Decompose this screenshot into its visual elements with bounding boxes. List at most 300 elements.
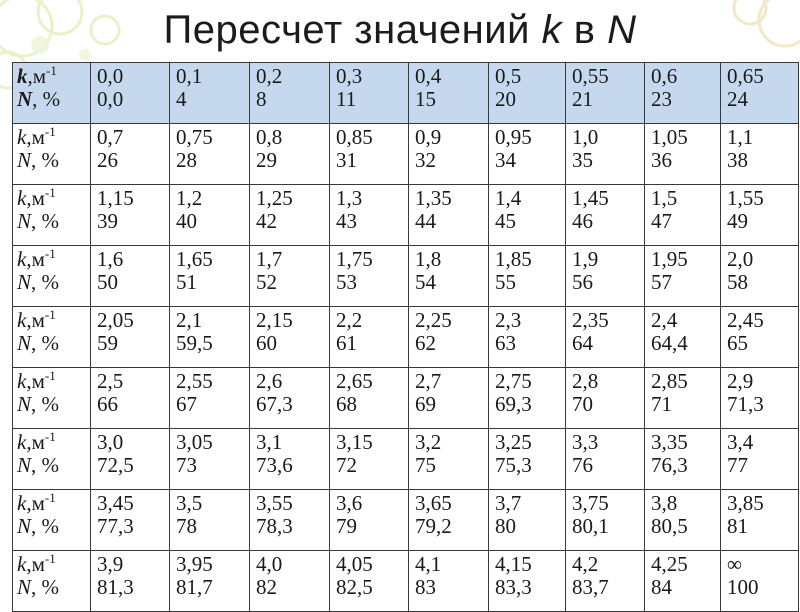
k-value: ∞ [727,552,742,576]
k-label-unit: ,м [27,64,47,88]
row-label-cell [13,124,91,185]
value-cell [645,246,721,307]
n-value: 78,3 [256,514,293,538]
value-cell [250,490,330,551]
title-k: k [541,8,563,52]
value-cell [330,124,409,185]
value-cell [250,124,330,185]
k-value: 4,2 [572,552,599,576]
n-value: 64,4 [651,331,688,355]
k-value: 0,3 [336,64,363,88]
value-cell [566,185,645,246]
k-value: 2,6 [256,369,283,393]
k-value: 2,7 [415,369,442,393]
value-cell [250,551,330,612]
value-cell [250,368,330,429]
value-cell [330,63,409,124]
n-label [17,271,90,294]
value-cell [566,307,645,368]
value-cell [489,246,566,307]
k-value: 4,15 [495,552,532,576]
table-row [13,124,799,185]
table-row [13,185,799,246]
value-cell [170,185,250,246]
n-value: 38 [727,148,748,172]
k-value: 3,05 [176,430,213,454]
value-cell [409,368,489,429]
table-row [13,307,799,368]
k-value: 1,15 [97,186,134,210]
n-value: 36 [651,148,672,172]
k-value: 3,55 [256,491,293,515]
k-value: 2,0 [727,247,754,271]
k-label-var: k [17,308,27,332]
k-value: 0,75 [176,125,213,149]
n-value: 34 [495,148,516,172]
n-label-var: N [17,148,32,172]
value-cell [409,551,489,612]
k-label-var: k [17,186,27,210]
k-value: 2,55 [176,369,213,393]
k-label-unit: ,м [26,125,45,149]
n-label-unit: , % [31,453,60,477]
k-value: 0,95 [495,125,532,149]
value-cell [91,185,170,246]
n-value: 73,6 [256,453,293,477]
k-label [17,187,90,210]
n-value: 81 [727,514,748,538]
value-cell [566,124,645,185]
value-cell [721,490,799,551]
k-value: 0,8 [256,125,283,149]
n-label-var: N [17,209,32,233]
n-value: 15 [415,87,436,111]
k-value: 1,55 [727,186,764,210]
value-cell [566,368,645,429]
n-value: 72,5 [97,453,134,477]
value-cell [566,63,645,124]
n-value: 4 [176,87,187,111]
value-cell [721,307,799,368]
k-value: 3,5 [176,491,203,515]
k-label-var: k [17,491,27,515]
n-value: 39 [97,209,118,233]
k-value: 1,95 [651,247,688,271]
n-value: 68 [336,392,357,416]
value-cell [566,551,645,612]
k-value: 2,35 [572,308,609,332]
n-value: 24 [727,87,748,111]
n-value: 77,3 [97,514,134,538]
k-value: 2,8 [572,369,599,393]
k-value: 1,3 [336,186,363,210]
n-value: 82 [256,575,277,599]
n-label [17,515,90,538]
n-value: 81,7 [176,575,213,599]
k-value: 2,5 [97,369,124,393]
k-label-exp: -1 [44,246,56,261]
k-value: 0,55 [572,64,609,88]
value-cell [250,429,330,490]
n-value: 0,0 [97,87,124,111]
value-cell [566,429,645,490]
value-cell [489,63,566,124]
value-cell [409,63,489,124]
n-value: 67,3 [256,392,293,416]
n-value: 52 [256,270,277,294]
value-cell [250,185,330,246]
k-value: 1,1 [727,125,754,149]
value-cell [489,307,566,368]
n-value: 77 [727,453,748,477]
value-cell [409,490,489,551]
k-value: 2,65 [336,369,373,393]
n-label [17,210,90,233]
value-cell [721,429,799,490]
n-value: 65 [727,331,748,355]
title-middle: в [573,8,596,52]
row-label-cell [13,185,91,246]
value-cell [566,246,645,307]
n-value: 60 [256,331,277,355]
n-label [17,88,90,111]
value-cell [721,124,799,185]
k-label-exp: -1 [44,429,56,444]
n-value: 8 [256,87,267,111]
k-value: 3,7 [495,491,522,515]
k-label [17,492,90,515]
k-value: 3,65 [415,491,452,515]
title-prefix: Пересчет значений [163,8,530,52]
k-value: 3,0 [97,430,124,454]
k-label-unit: ,м [26,491,45,515]
n-value: 44 [415,209,436,233]
n-value: 72 [336,453,357,477]
k-value: 4,1 [415,552,442,576]
k-label [17,553,90,576]
k-label-var: k [17,64,28,88]
n-value: 61 [336,331,357,355]
k-label-unit: ,м [26,247,45,271]
table-row [13,246,799,307]
k-value: 1,05 [651,125,688,149]
value-cell [645,185,721,246]
k-value: 0,85 [336,125,373,149]
value-cell [170,246,250,307]
n-value: 43 [336,209,357,233]
k-value: 2,15 [256,308,293,332]
table-row [13,429,799,490]
value-cell [409,429,489,490]
value-cell [250,63,330,124]
k-value: 0,6 [651,64,678,88]
row-label-cell [13,429,91,490]
value-cell [489,551,566,612]
n-value: 83 [415,575,436,599]
value-cell [489,429,566,490]
value-cell [250,307,330,368]
n-value: 100 [727,575,759,599]
k-value: 3,85 [727,491,764,515]
k-value: 3,95 [176,552,213,576]
n-value: 66 [97,392,118,416]
n-value: 51 [176,270,197,294]
k-label-exp: -1 [44,307,56,322]
k-value: 4,0 [256,552,283,576]
k-value: 3,6 [336,491,363,515]
n-value: 76,3 [651,453,688,477]
k-label-exp: -1 [44,185,56,200]
n-label-unit: , % [31,392,60,416]
value-cell [566,490,645,551]
k-value: 3,15 [336,430,373,454]
n-value: 28 [176,148,197,172]
k-value: 1,75 [336,247,373,271]
n-label-var: N [17,331,32,355]
k-value: 2,75 [495,369,532,393]
n-value: 84 [651,575,672,599]
k-value: 1,65 [176,247,213,271]
row-label-cell [13,551,91,612]
n-value: 80 [495,514,516,538]
n-value: 45 [495,209,516,233]
n-value: 75 [415,453,436,477]
n-value: 56 [572,270,593,294]
row-label-cell [13,368,91,429]
n-label-var: N [17,392,32,416]
k-value: 0,1 [176,64,203,88]
n-value: 11 [336,87,357,111]
n-value: 71,3 [727,392,764,416]
k-label-unit: ,м [26,552,45,576]
k-value: 1,6 [97,247,124,271]
k-value: 0,4 [415,64,442,88]
n-label-unit: , % [31,575,60,599]
value-cell [645,368,721,429]
n-label-var: N [17,453,32,477]
k-label-exp: -1 [44,124,56,139]
n-value: 49 [727,209,748,233]
k-label [17,248,90,271]
n-value: 26 [97,148,118,172]
n-value: 69 [415,392,436,416]
n-label-unit: , % [31,209,60,233]
n-value: 83,3 [495,575,532,599]
title-n: N [607,8,637,52]
k-value: 2,3 [495,308,522,332]
k-value: 0,65 [727,64,764,88]
value-cell [91,368,170,429]
value-cell [489,368,566,429]
value-cell [721,185,799,246]
value-cell [170,63,250,124]
k-value: 2,1 [176,308,203,332]
k-value: 1,0 [572,125,599,149]
k-value: 3,9 [97,552,124,576]
k-value: 3,25 [495,430,532,454]
k-value: 1,35 [415,186,452,210]
k-value: 0,0 [97,64,124,88]
value-cell [645,124,721,185]
n-value: 46 [572,209,593,233]
k-label-exp: -1 [44,368,56,383]
k-label-unit: ,м [26,186,45,210]
k-value: 3,1 [256,430,283,454]
k-label-exp: -1 [46,63,57,78]
k-value: 2,05 [97,308,134,332]
n-label-unit: , % [32,87,61,111]
n-value: 70 [572,392,593,416]
n-value: 32 [415,148,436,172]
value-cell [91,124,170,185]
n-label-var: N [17,575,32,599]
value-cell [91,63,170,124]
value-cell [645,307,721,368]
n-label-unit: , % [31,148,60,172]
value-cell [721,551,799,612]
k-value: 3,75 [572,491,609,515]
value-cell [409,307,489,368]
n-value: 83,7 [572,575,609,599]
n-value: 40 [176,209,197,233]
value-cell [645,551,721,612]
value-cell [409,246,489,307]
k-value: 2,45 [727,308,764,332]
n-label-var: N [17,270,32,294]
k-value: 0,7 [97,125,124,149]
value-cell [330,429,409,490]
value-cell [91,246,170,307]
n-label-unit: , % [31,331,60,355]
value-cell [170,124,250,185]
n-value: 78 [176,514,197,538]
n-value: 35 [572,148,593,172]
k-value: 2,85 [651,369,688,393]
n-label [17,332,90,355]
n-value: 76 [572,453,593,477]
n-value: 21 [572,87,593,111]
k-value: 0,5 [495,64,522,88]
value-cell [91,429,170,490]
k-value: 3,8 [651,491,678,515]
k-value: 2,2 [336,308,363,332]
n-label-unit: , % [31,514,60,538]
k-value: 1,25 [256,186,293,210]
n-value: 63 [495,331,516,355]
conversion-table [12,62,799,612]
k-label-exp: -1 [44,551,56,566]
table-row [13,551,799,612]
n-value: 42 [256,209,277,233]
n-value: 23 [651,87,672,111]
k-value: 1,4 [495,186,522,210]
k-label-var: k [17,247,27,271]
row-label-cell [13,490,91,551]
row-label-cell [13,307,91,368]
n-value: 58 [727,270,748,294]
value-cell [721,368,799,429]
k-label [17,370,90,393]
page-title [0,8,800,53]
value-cell [409,124,489,185]
k-label [17,431,90,454]
n-value: 79 [336,514,357,538]
k-value: 2,9 [727,369,754,393]
n-value: 79,2 [415,514,452,538]
n-label [17,454,90,477]
k-value: 1,8 [415,247,442,271]
k-label-unit: ,м [26,369,45,393]
k-value: 3,2 [415,430,442,454]
k-value: 0,9 [415,125,442,149]
k-value: 1,5 [651,186,678,210]
value-cell [330,307,409,368]
n-value: 47 [651,209,672,233]
value-cell [330,368,409,429]
k-label [17,126,90,149]
table-row [13,368,799,429]
n-value: 80,1 [572,514,609,538]
n-value: 67 [176,392,197,416]
n-value: 55 [495,270,516,294]
value-cell [645,429,721,490]
k-value: 1,9 [572,247,599,271]
value-cell [250,246,330,307]
k-value: 0,2 [256,64,283,88]
k-label-exp: -1 [44,490,56,505]
value-cell [170,307,250,368]
n-value: 54 [415,270,436,294]
k-label-unit: ,м [26,308,45,332]
n-value: 57 [651,270,672,294]
n-label [17,576,90,599]
k-value: 3,3 [572,430,599,454]
k-value: 4,05 [336,552,373,576]
value-cell [645,490,721,551]
value-cell [489,490,566,551]
value-cell [170,490,250,551]
n-label-var: N [17,87,33,111]
n-value: 81,3 [97,575,134,599]
k-value: 3,45 [97,491,134,515]
table-row [13,63,799,124]
k-value: 1,2 [176,186,203,210]
n-label-var: N [17,514,32,538]
value-cell [91,307,170,368]
k-value: 1,45 [572,186,609,210]
value-cell [489,185,566,246]
value-cell [170,368,250,429]
k-label-var: k [17,125,27,149]
n-value: 73 [176,453,197,477]
k-value: 4,25 [651,552,688,576]
value-cell [645,63,721,124]
k-label-var: k [17,552,27,576]
n-value: 80,5 [651,514,688,538]
k-value: 1,7 [256,247,283,271]
k-label [17,65,90,88]
table-row [13,490,799,551]
n-value: 75,3 [495,453,532,477]
value-cell [91,551,170,612]
k-value: 3,35 [651,430,688,454]
value-cell [330,490,409,551]
k-label-var: k [17,430,27,454]
value-cell [170,429,250,490]
n-label-unit: , % [31,270,60,294]
value-cell [330,185,409,246]
n-value: 50 [97,270,118,294]
